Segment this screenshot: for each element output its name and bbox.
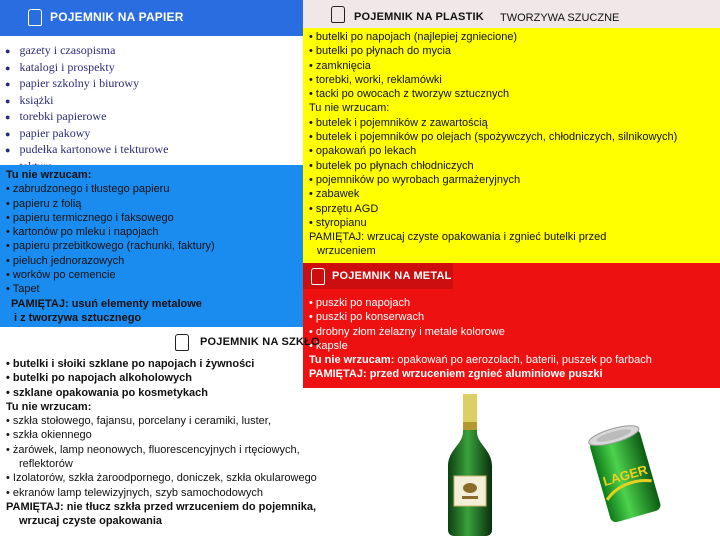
list-item: • butelki po napojach (najlepiej zgniecione) [309,31,518,43]
list-item: • drobny złom żelazny i metale kolorowe [309,325,505,338]
glass-header [172,329,320,355]
list-item: ● katalogi i prospekty [5,60,168,77]
glass-content [6,357,317,529]
list-item: • sprzętu AGD [309,202,379,215]
bin-icon [311,268,325,285]
plastic-subtitle: TWORZYWA SZUCZNE [500,12,620,24]
list-item: • kartonów po mleku i napojach [6,226,159,239]
list-item: • żarówek, lamp neonowych, fluorescencyjnych i rtęciowych, [6,443,300,456]
list-item: • papieru termicznego i faksowego [6,211,174,224]
metal-content [309,296,652,382]
list-item: ● książki [5,93,168,110]
glass-no-heading: Tu nie wrzucam: [6,400,92,413]
paper-no-heading: Tu nie wrzucam: [6,169,92,181]
plastic-remember: PAMIĘTAJ: wrzucaj czyste opakowania i zgnieć butelki przed [309,231,607,244]
list-item: • Izolatorów, szkła żaroodpornego, doniczek, szkła okularowego [6,472,317,485]
list-item: • szkła stołowego, fajansu, porcelany i ceramiki, luster, [6,415,271,428]
paper-exclusions-panel [0,165,303,327]
list-item: ● torebki papierowe [5,109,168,126]
list-item: • butelek i pojemników z zawartością [309,116,488,129]
list-item: ● gazety i czasopisma [5,43,168,60]
list-item: • worków po cemencie [6,269,116,282]
plastic-title: POJEMNIK NA PLASTIK [354,11,484,23]
glass-remember: PAMIĘTAJ: nie tłucz szkła przed wrzuceniem do pojemnika, [6,500,317,513]
list-item: • tacki po owocach z tworzyw sztucznych [309,88,510,101]
list-item: • zamknięcia [309,59,371,72]
can-label: LAGER [601,462,650,489]
list-item: • torebki, worki, reklamówki [309,73,442,86]
list-item: • styropianu [309,216,367,229]
list-item: ● papier szkolny i biurowy [5,76,168,93]
list-item: • butelek i pojemników po olejach (spożywczych, chłodniczych, silnikowych) [309,131,678,144]
paper-header [0,0,303,36]
list-item: • pieluch jednorazowych [6,254,125,267]
list-item: • butelki po płynach do mycia [309,45,452,58]
list-item: • pojemników po wyrobach garmażeryjnych [309,173,521,186]
paper-remember: PAMIĘTAJ: usuń elementy metalowe [11,297,202,310]
list-item: • butelki i słoiki szklane po napojach i żywności [6,358,255,370]
metal-no-text: opakowań po aerozolach, baterii, puszek po farbach [394,354,652,367]
bin-icon [331,6,345,23]
list-item: • butelki po napojach alkoholowych [6,372,192,385]
list-item: reflektorów [19,458,73,471]
glass-remember-cont: wrzucaj czyste opakowania [19,515,163,528]
list-item: • zabrudzonego i tłustego papieru [6,183,170,196]
metal-no-heading: Tu nie wrzucam: [309,354,395,367]
list-item: • papieru z folią [6,197,82,210]
list-item: ● papier pakowy [5,126,168,143]
list-item: • ekranów lamp telewizyjnych, szyb samochodowych [6,486,263,499]
list-item: • butelek po płynach chłodniczych [309,159,474,172]
plastic-remember-cont: wrzuceniem [317,245,376,258]
glass-title: POJEMNIK NA SZKŁO [200,336,320,348]
can-icon [583,424,667,526]
plastic-header [303,0,720,28]
bin-icon [175,334,189,351]
list-item: • szklane opakowania po kosmetykach [6,386,208,399]
list-item: • szkła okiennego [6,429,92,442]
list-item: • Tapet [6,283,40,296]
list-item: • puszki po napojach [309,297,411,309]
paper-items-list [5,43,168,175]
list-item: • kapsle [309,339,348,352]
metal-remember: PAMIĘTAJ: przed wrzuceniem zgnieć aluminiowe puszki [309,368,603,381]
paper-title: POJEMNIK NA PAPIER [50,10,184,24]
list-item: • opakowań po lekach [309,145,417,158]
bin-icon [28,9,42,26]
list-item: • zabawek [309,188,360,201]
bottle-icon [440,392,500,538]
plastic-no-heading: Tu nie wrzucam: [309,102,390,115]
paper-remember-cont: i z tworzywa sztucznego [14,311,142,324]
list-item: • puszki po konserwach [309,311,425,324]
plastic-content [309,30,677,259]
metal-title: POJEMNIK NA METAL [332,270,452,282]
list-item: ● pudełka kartonowe i tekturowe [5,142,168,159]
metal-header [303,263,453,289]
list-item: • papieru przebitkowego (rachunki, faktury) [6,240,215,253]
